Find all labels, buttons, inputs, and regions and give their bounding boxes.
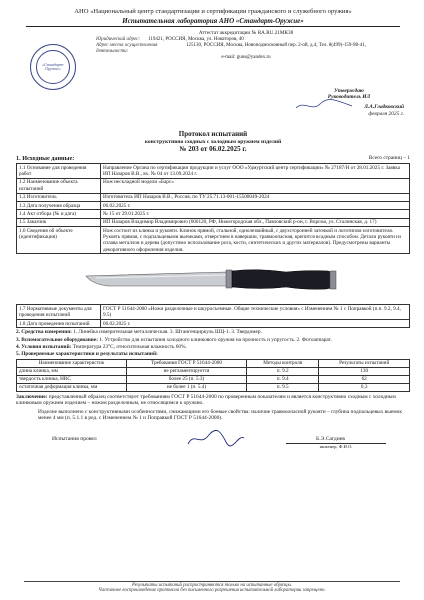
row-value: ГОСТ Р 51644-2000 «Ножи разделочные и шкуросъемные. Общие технические условия» с Изменением № 1 с Поправкой (п.п. 9.2, 9.4, 9.5) [101,305,410,320]
row-label: 1.3 Дата получения образца [17,201,101,209]
row-label: 1.4 Акт отбора (№ и дата) [17,210,101,218]
row-label: 1.1 Основание для проведения работ [17,164,101,179]
col-header: Методы контроля [247,359,319,367]
lab-title: Испытательная лаборатория АНО «Стандарт-Оружие» [26,17,400,27]
row-label: 1.6 Сведения об объекте (идентификация) [17,227,101,254]
approval-title: Утверждаю [334,88,364,94]
table-cell: твердость клинка, HRC [17,375,127,383]
col-header: Результаты испытаний [319,359,410,367]
lab-logo-text: «Стандарт-Оружие» [36,50,70,84]
legal-value: 119421, РОССИЯ, Москва, ул. Новаторов, 40 [148,36,244,42]
table-cell: 0,3 [319,383,410,391]
table-row [17,383,410,391]
footer-line-2: Частичное воспроизведение протокола без письменного разрешения испытательной лаборатории запрещено. [98,588,326,594]
table-row [17,210,410,218]
lab-logo [30,44,76,90]
row-value: 06.02.2025 г. [101,320,410,328]
table-row [17,367,410,375]
approval-signature-icon [294,98,354,112]
signature-sub: инженер, Ф.И.О. [286,443,386,450]
conclusion-label: Заключение: [16,393,48,400]
table-row [17,201,410,209]
actual-value: 125130, РОССИЯ, Москва, Новоподмосковный пер. 2-ой, д.4, Тел. 8(499)-159-98-41, [186,42,366,48]
section-5-label: 5. Проверяемые характеристики и результаты испытаний: [16,351,158,358]
table-row [17,320,410,328]
protocol-title: Протокол испытаний [178,130,248,139]
section-2-value: 1. Линейка измерительная металлическая. 3. Штангенциркуль ШЦ-1. 3. Твердомер. [73,329,262,336]
table-row [17,178,410,193]
actual-label: Адрес места осуществления деятельности: [96,42,158,54]
row-value: 06.02.2025 г. [101,201,410,209]
knife-photo [16,256,410,302]
row-label: 1.3 Изготовитель [17,193,101,201]
approval-name: Л.А.Гладковский [364,103,404,110]
results-table [16,359,410,392]
source-data-table [16,163,410,254]
header-info [16,28,410,80]
table-cell: 62 [319,375,410,383]
section-1-title: 1. Исходные данные: [16,154,75,162]
row-label: 1.7 Нормативные документы для проведения испытаний [17,305,101,320]
table-row [17,227,410,254]
table-cell: п. 9.2 [247,367,319,375]
section-3-value: 1. Устройство для испытания холодного клинкового оружия на прочность и упругость. 2. Фотоаппарат. [99,336,332,343]
table-cell: п. 9.4 [247,375,319,383]
row-value: Направление Органа по сертификации продукции и услуг ООО «Удмуртский центр сертификации» № 27187/Н от 28.01.2025 г. Заявка ИП Назаров В.В., вх. № 04 от 13.09.2024 г. [101,164,410,179]
row-value: № 15 от 29.01.2025 г. [101,210,410,218]
table-cell: 130 [319,367,410,375]
legal-label: Юридический адрес: [96,36,141,42]
table-cell: длина клинка, мм [17,367,127,375]
footer [24,581,400,595]
table-row [17,164,410,179]
table-cell: не более 1 (п. 5.4) [127,383,247,391]
table-row [17,375,410,383]
row-label: 1.2 Наименование объекта испытаний [17,178,101,193]
table-cell: п. 9.5 [247,383,319,391]
table-row [17,193,410,201]
conclusion-extra: Изделие выполнено с конструктивными особенностями, снижающими его боевые свойства: наличие травмоопасной рукояти – глубина подпальцевых выемок менее 4 мм (п. 5.1.1 в ред. с Изменением № 1 и Поправкой ГОСТ Р 51644-2000). [38,408,402,422]
col-header: Требования ГОСТ Р 51644-2000 [127,359,247,367]
signature-name: Б.Э.Сагдиев [316,435,345,442]
signature-icon [186,428,246,450]
protocol-number: № 203 от 06.02.2025 г. [179,145,247,154]
approval-date: февраля 2025 г. [368,111,404,118]
org-details [96,30,396,60]
row-value: Нож состоит из клинка и рукояти. Клинок прямой, стальной, однолезвийный, с двухсторонней заточкой и логотипом изготовителя. Рукоять прямая, с подпальцевыми выемками, отверстием в навершии, травмоопасная, крепится всадным способом. Детали рукояти из сплава металлов и дерева (допустимо использование рога, кости, синтетических и других материалов). Предусмотрены варианты декоративного оформления изделия. [101,227,410,254]
conclusion-text: представленный образец соответствует требованиям ГОСТ Р 51644-2000 по проверенным показателям и является конструктивно сходным с холодным клинковым оружием изделием – ножом разделочным, не относящимся к оружию. [16,393,396,407]
section-4-label: 4. Условия испытаний: [16,344,72,351]
approval-role: Руководитель ИЛ [327,94,371,101]
pages-count: Всего страниц – 1 [368,154,410,161]
norms-table [16,304,410,328]
approval-block [294,88,404,118]
row-label: 1.8 Дата проведения испытаний [17,320,101,328]
email: e-mail: guns@yandex.ru [221,54,271,60]
signature-role: Испытания провел [52,435,97,442]
row-value: Изготовитель ИП Назаров В.В., Россия, по ТУ 25.71.13-001-15500049-2024 [101,193,410,201]
section-4-value: Температура 23°С, относительная влажность 60%. [72,344,187,351]
signature-block [16,426,410,456]
table-cell: остаточная деформация клинка, мм [17,383,127,391]
table-row [17,305,410,320]
table-cell: более 25 (п. 5.3) [127,375,247,383]
table-cell: не регламентируется [127,367,247,375]
footer-line-1: Результаты испытаний распространяются только на испытанные образцы. [131,582,293,588]
section-2-label: 2. Средства измерения: [16,329,72,336]
row-value: Нож нескладной модели «Барс» [101,178,410,193]
col-header: Наименование характеристик [17,359,127,367]
row-label: 1.5 Заказчик [17,218,101,226]
protocol-subtitle: конструктивно сходных с холодным оружием изделий [144,138,282,145]
section-3-label: 3. Вспомогательное оборудование: [16,336,98,343]
table-row [17,218,410,226]
accreditation: Аттестат аккредитации № RA.RU.21МК38 [198,30,294,37]
org-title: АНО «Национальный центр стандартизации и сертификации гражданского и служебного оружия» [74,8,352,15]
knife-icon [16,256,408,302]
row-value: ИП Назаров Владимир Владимирович (606120, РФ, Нижегородская обл., Павловский р-он, г. Ворсма, ул. Сталинская, д. 17) [101,218,410,226]
